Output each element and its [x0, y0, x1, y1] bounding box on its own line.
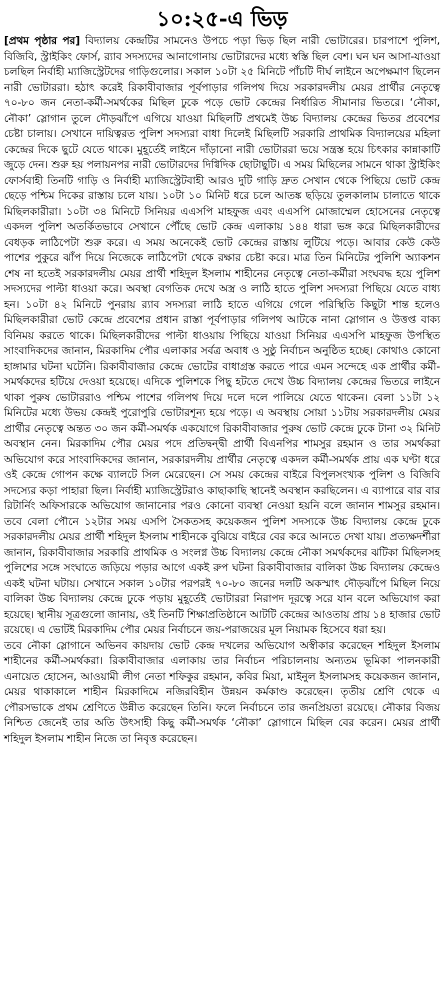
continuation-label: [প্রথম পৃষ্ঠার পর] — [4, 35, 80, 47]
article-paragraph-2 — [4, 639, 440, 748]
article-body — [4, 34, 440, 747]
paragraph-text: তবে নৌকা স্লোগানে অভিনব কায়দায় ভোট কেন্দ্র দখলের অভিযোগ অস্বীকার করেছেন শহিদুল ইসলাম শাহীনের কর্মী-সমর্থকরা। রিকাবীবাজার এলাকায় তার নির্বাচন পরিচালনায় অন্যতম ভূমিকা পালনকারী এনায়েত হোসেন, আওয়ামী লীগ নেতা শফিকুর রহমান, কবির মিয়া, মাইনুল ইসলামসহ কয়েকজন জানান, মেয়র থাকাকালে শাহীন মিরকাদিমে নজিরবিহীন উন্নয়ন কর্মকাণ্ড করেছেন। তৃতীয় শ্রেণি থেকে এ পৌরসভাকে প্রথম শ্রেণিতে উন্নীত করেছেন তিনি। ফলে নির্বাচনে তার জনপ্রিয়তা রয়েছে। নৌকার বিজয় নিশ্চিত জেনেই তার অতি উৎসাহী কিছু কর্মী-সমর্থক ‘নৌকা’ স্লোগানে মিছিল বের করেন। মেয়র প্রার্থী শহিদুল ইসলাম শাহীন নিজে তা নিবৃত্ত করেছেন। — [4, 639, 440, 745]
article-paragraph-1 — [4, 34, 440, 639]
article-headline: ১০:২৫-এ ভিড় — [156, 6, 288, 31]
paragraph-text: বিদ্যালয় কেন্দ্রটির সামনেও উপচে পড়া ভিড় ছিল নারী ভোটারের। চারপাশে পুলিশ, বিজিবি, স্ট্রাইকিং ফোর্স, র‌্যাব সদস্যদের আনাগোনায় ভোটারদের মধ্যে স্বস্তি ছিল বেশ। ঘন ঘন আসা-যাওয়া চলছিল নির্বাহী ম্যাজিস্ট্রেটদের গাড়িগুলোর। সকাল ১০টা ২৫ মিনিটে পাঁচটি দীর্ঘ লাইনে অপেক্ষমাণ ছিলেন নারী ভোটাররা। হঠাৎ করেই রিকাবীবাজার পূর্বপাড়ার গলিপথ দিয়ে সরকারদলীয় মেয়র প্রার্থীর নেতৃত্বে ৭০-৮০ জন নেতা-কর্মী-সমর্থকের মিছিল ঢুকে পড়ে ভোট কেন্দ্রের নির্ধারিত সীমানার ভিতরে। ‘নৌকা, নৌকা’ স্লোগান তুলে দৌড়ঝাঁপে এগিয়ে যাওয়া মিছিলটি প্রথমেই উচ্চ বিদ্যালয় কেন্দ্রের ভিতর প্রবেশের চেষ্টা চালায়। সেখানে দায়িত্বরত পুলিশ সদস্যরা বাধা দিলেই মিছিলটি সরকারি প্রাথমিক বিদ্যালয়ের মহিলা কেন্দ্রের দিকে ছুটে যেতে থাকে। মুহূর্তেই লাইনে দাঁড়ানো নারী ভোটাররা ভয়ে সন্ত্রস্ত হয়ে চিৎকার কান্নাকাটি জুড়ে দেন। শুরু হয় পলায়নপর নারী ভোটারদের দিগ্বিদিক ছোটাছুটি। এ সময় মিছিলের সামনে থাকা স্ট্রাইকিং ফোর্সবাহী তিনটি গাড়ি ও নির্বাহী ম্যাজিস্ট্রেটবাহী আরও দুটি গাড়ি দ্রুত সেখান থেকে পিছিয়ে ভোট কেন্দ্র ছেড়ে পশ্চিম দিকের রাস্তায় চলে যায়। ১০টা ১০ মিনিট ধরে চলে আতঙ্ক ছড়িয়ে তুলকালাম চালাতে থাকে মিছিলকারীরা। ১০টা ৩৪ মিনিটে সিনিয়র এএসপি মাহফুজ এবং এএসপি মোজাম্মেল হোসেনের নেতৃত্বে একদল পুলিশ অতর্কিতভাবে সেখানে পৌঁছে ভোট কেন্দ্র এলাকায় ১৪৪ ধারা ভঙ্গ করে মিছিলকারীদের বেধড়ক লাঠিপেটা শুরু করে। এ সময় অনেকেই ভোট কেন্দ্রের রাস্তায় লুটিয়ে পড়ে। আবার কেউ কেউ পাশের পুকুরে ঝাঁপ দিয়ে নিজেকে লাঠিপেটা থেকে রক্ষার চেষ্টা করে। মাত্র তিন মিনিটের পুলিশি অ্যাকশন শেষ না হতেই সরকারদলীয় মেয়র প্রার্থী শহিদুল ইসলাম শাহীনের নেতৃত্বে নেতা-কর্মীরা সংঘবদ্ধ হয়ে পুলিশ সদস্যদের পাল্টা ধাওয়া করে। অবস্থা বেগতিক দেখে অস্ত্র ও লাঠি হাতে পুলিশ সদস্যরা পিছিয়ে যেতে বাধ্য হন। ১০টা ৪২ মিনিটে পুনরায় র‌্যাব সদস্যরা লাঠি হাতে এগিয়ে গেলে পরিস্থিতি কিছুটা শান্ত হলেও মিছিলকারীরা ভোট কেন্দ্রে প্রবেশের প্রধান রাস্তা পূর্বপাড়ার গলিপথ আটকে নানা স্লোগান ও উত্তপ্ত বাক্য বিনিময় করতে থাকে। মিছিলকারীদের পাল্টা ধাওয়ায় পিছিয়ে যাওয়া সিনিয়র এএসপি মাহফুজ উপস্থিত সাংবাদিকদের জানান, মিরকাদিম পৌর এলাকার সর্বত্র অবাধ ও সুষ্ঠু নির্বাচন অনুষ্ঠিত হচ্ছে। কোথাও কোনো হাঙ্গামার ঘটনা ঘটেনি। রিকাবীবাজার কেন্দ্রে ভোটের বাধাগ্রস্ত করতে পারে এমন সন্দেহে এক প্রার্থীর কর্মী-সমর্থকদের হটিয়ে দেওয়া হয়েছে। এদিকে পুলিশকে পিছু হটতে দেখে উচ্চ বিদ্যালয় কেন্দ্রের ভিতরে লাইনে থাকা পুরুষ ভোটাররাও পশ্চিম পাশের গলিপথ দিয়ে দলে দলে পালিয়ে যেতে থাকেন। বেলা ১১টা ১২ মিনিটের মধ্যে উভয় কেন্দ্রই পুরোপুরি ভোটারশূন্য হয়ে পড়ে। এ অবস্থায় সোয়া ১১টায় সরকারদলীয় মেয়র প্রার্থীর নেতৃত্বে অন্তত ৩০ জন কর্মী-সমর্থক একযোগে রিকাবীবাজার পুরুষ ভোট কেন্দ্রে ঢুকে টানা ৩২ মিনিট অবস্থান নেন। মিরকাদিম পৌর মেয়র পদে প্রতিদ্বন্দ্বী প্রার্থী বিএনপির শামসুর রহমান ও তার সমর্থকরা অভিযোগ করে সাংবাদিকদের জানান, সরকারদলীয় প্রার্থীর নেতৃত্বে একদল কর্মী-সমর্থক প্রায় এক ঘণ্টা ধরে ওই কেন্দ্রে গোপন কক্ষে ব্যালটে সিল মেরেছেন। সে সময় কেন্দ্রের বাইরে বিপুলসংখ্যক পুলিশ ও বিজিবি সদস্যের কড়া পাহারা ছিল। নির্বাহী ম্যাজিস্ট্রেটরাও কাছাকাছি স্থানেই অবস্থান করছিলেন। এ ব্যাপারে বার বার রিটার্নিং অফিসারকে অভিযোগ জানানোর পরও কোনো ব্যবস্থা নেওয়া হয়নি বলে জানান শামসুর রহমান। তবে বেলা পৌনে ১২টার সময় এসপি সৈকতসহ কয়েকজন পুলিশ সদস্যকে উচ্চ বিদ্যালয় কেন্দ্রে ঢুকে সরকারদলীয় মেয়র প্রার্থী শহিদুল ইসলাম শাহীনকে বুঝিয়ে বাইরে বের করে আনতে দেখা যায়। প্রত্যক্ষদর্শীরা জানান, রিকাবীবাজার সরকারি প্রাথমিক ও সংলগ্ন উচ্চ বিদ্যালয় কেন্দ্রে নৌকা সমর্থকদের ঝটিকা মিছিলসহ পুলিশের সঙ্গে সংঘাতে জড়িয়ে পড়ার আগে একই রুপ ঘটনা রিকাবীবাজার বালিকা উচ্চ বিদ্যালয় কেন্দ্রেও একই ঘটনা ঘটায়। সেখানে সকাল ১০টার পরপরই ৭০-৮০ জনের দলটি অকস্মাৎ দৌড়ঝাঁপে মিছিল নিয়ে বালিকা উচ্চ বিদ্যালয় কেন্দ্রে ঢুকে পড়ায় মুহূর্তেই ভোটাররা নিরাপদ দূরত্বে সরে যান বলে অভিযোগ করা হয়েছে। স্থানীয় সূত্রগুলো জানায়, ওই তিনটি শিক্ষাপ্রতিষ্ঠানে আটটি কেন্দ্রের আওতায় প্রায় ১৪ হাজার ভোট রয়েছে। এ ভোটই মিরকাদিম পৌর মেয়র নির্বাচনে জয়-পরাজয়ের মূল নিয়ামক হিসেবে ধরা হয়। — [4, 35, 441, 636]
